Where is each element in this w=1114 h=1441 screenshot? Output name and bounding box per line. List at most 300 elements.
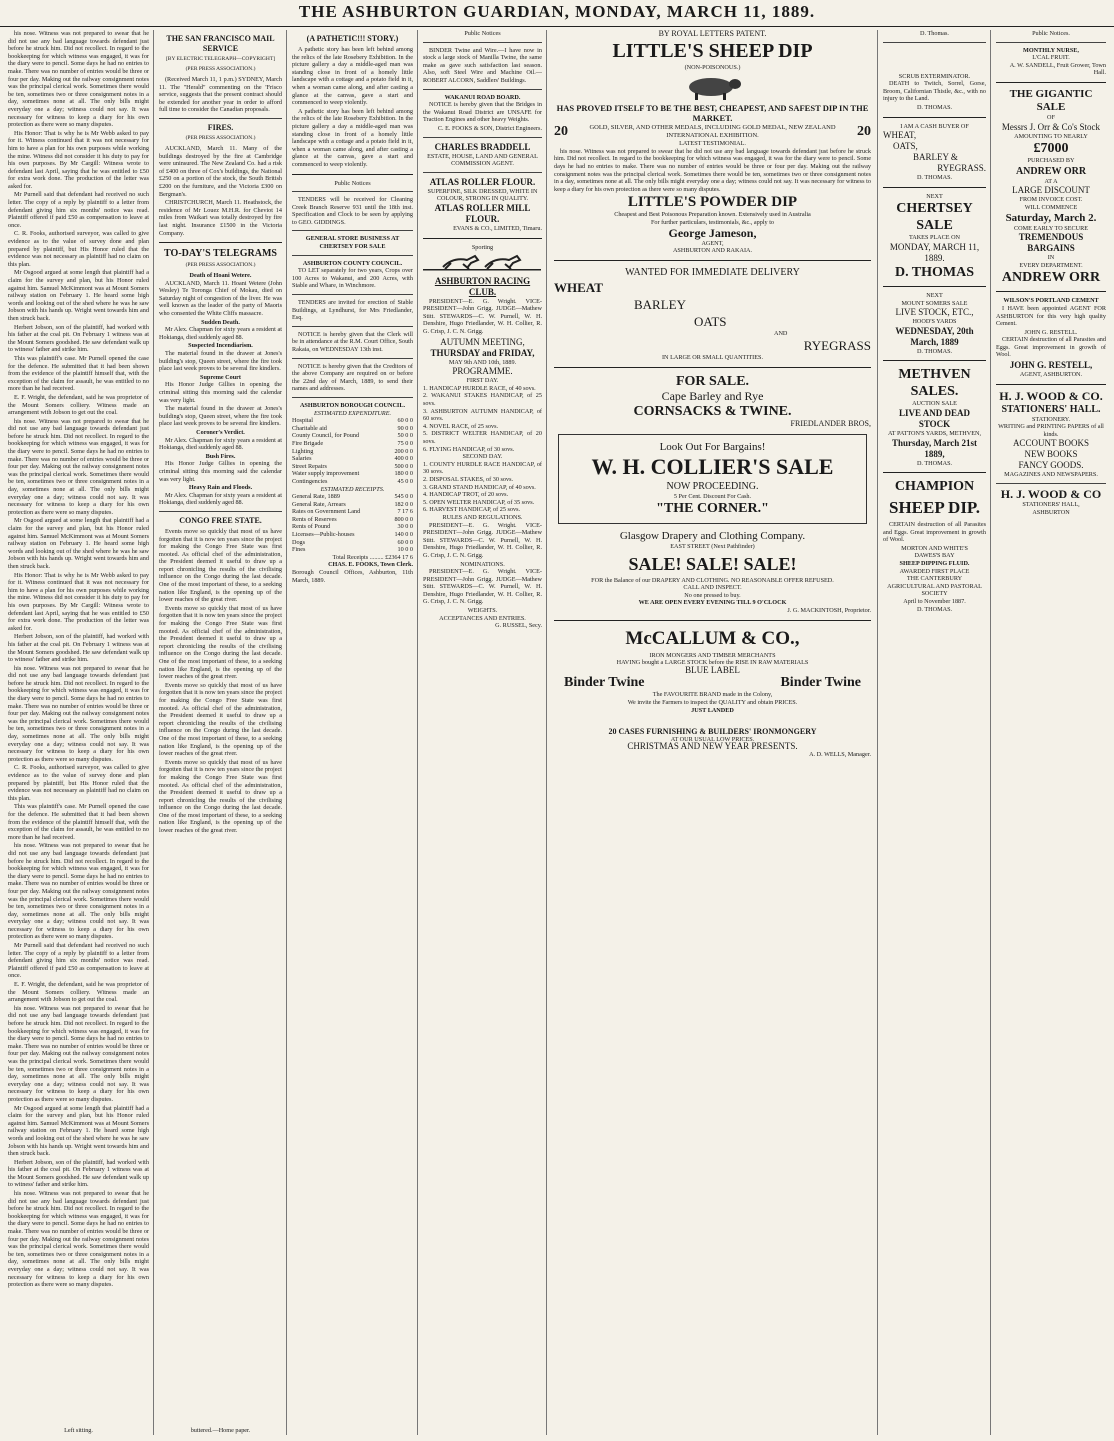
row-amount: 60 0 0 <box>397 417 413 425</box>
sheep-icon <box>673 73 753 101</box>
court-report-text-22: his nose. Witness was not prepared to swear that he did not use any bad language towards defendant just before he struck him. Did not recollect. In regard to the bookkeeping for which witness was engaged, it was for the diary were to pencil. Some days he had no entries to make. There was no number of entries would be three or four per day. Making out the railway consignment notes was the principal clerical work. Sometimes there would be ten, sometimes two or three consignment notes in a day, sometimes none at all. The only bills might everyday one a day; witness could not say. It was necessary for witness to keep a diary for his own protection as there were so many disputes. <box>8 1190 149 1289</box>
ashburton-label: ASHBURTON <box>1032 508 1070 516</box>
headline-pathetic-story: (A PATHETIC!!! STORY.) <box>306 34 399 43</box>
court-report-text-3: Mr Purnell said that defendant had received no such letter. The copy of a reply by plaintiff to a letter from defendant giving him six months' notice was read. Plaintiff offered if paid £50 as compensation to leave at once. <box>8 191 149 229</box>
road-board-notice: NOTICE is hereby given that the Bridges in the Wakanui Road District are UNSAFE for Traction Engines and other heavy Weights. <box>423 101 542 124</box>
oats-label: OATS <box>694 313 727 329</box>
row-label: Hospital <box>292 417 313 425</box>
amounting-to: AMOUNTING TO NEARLY <box>1014 132 1088 140</box>
table-row <box>292 425 413 433</box>
congo-text: Events move so quickly that most of us have forgotten that it is now ten years since the project for making the Congo Free State was first mooted. As official chef of the administration, the President deemed it useful to draw up a report chronicling the results of the civilising influence on the Congo during the last decade. One of the most important of these, to a seeking nation like England, is the opening up of the lower reaches of the great river. <box>159 527 282 604</box>
column-4 <box>419 30 547 1435</box>
nominations-heading: NOMINATIONS. <box>460 560 505 568</box>
furnishing-cases: 20 CASES FURNISHING & BUILDERS' IRONMONGERY <box>608 727 817 737</box>
acceptances-heading: ACCEPTANCES AND ENTRIES. <box>439 614 526 622</box>
row-label: Contingencies <box>292 477 328 485</box>
court-report-text-6: Herbert Jobson, son of the plaintiff, had worked with his father at the coal pit. On February 1 witness was at the Mount Somers goodshed. He saw defendant walk up to witness' father and strike him. <box>8 323 149 354</box>
scrub-exterminator: SCRUB EXTERMINATOR. <box>898 72 971 80</box>
large-discount: LARGE DISCOUNT <box>1012 185 1090 196</box>
row-amount: 182 0 0 <box>394 500 413 508</box>
column-7 <box>992 30 1110 1435</box>
fires-text: AUCKLAND, March 11. Many of the buildings destroyed by the fire at Cambridge were uninsured. The New Zealand Co. had a risk of £400 on three of Cox's buildings, the National £250 on a portion of the stock, the South British £200 on the furniture, and the Victoria £300 on Bergman's. <box>159 144 282 198</box>
champion-sheep-dip: SHEEP DIP. <box>888 498 981 518</box>
oats-buy: OATS, <box>893 141 918 152</box>
court-report-text-18: E. F. Wright, the defendant, said he was proprietor of the Mount Somers colliery. Witness made an arrangement with Jobson to get out the coal. <box>8 981 149 1004</box>
sporting-label: Sporting <box>471 243 494 251</box>
table-row <box>292 539 413 547</box>
court-report-text-7: This was plaintiff's case. Mr Purnell opened the case for the defence. He submitted that it had been shown from the evidence of the plaintiff himself that, with the exception of the claim for assault, he was entitled to no more than he had received. <box>8 354 149 393</box>
atlas-flour-desc: SUPERFINE, SILK DRESSED, WHITE IN COLOUR, STRONG IN QUALITY. <box>427 187 538 203</box>
notice-stable-tenders: TENDERS are invited for erection of Stable Buildings, at Lyndhurst, for Mrs Friedlander, Esq. <box>292 299 413 322</box>
agent-label: AGENT, <box>701 239 724 247</box>
court-report-text-19: his nose. Witness was not prepared to swear that he did not use any bad language towards defendant just before he struck him. Did not recollect. In regard to the bookkeeping for which witness was engaged, it was for the diary were to pencil. Some days he had no entries to make. There was no number of entries would be three or four per day. Making out the railway consignment notes was the principal clerical work. Sometimes there would be ten, sometimes two or three consignment notes in a day, sometimes none at all. The only bills might everyday one a day; witness could not say. It was necessary for witness to keep a diary for his own protection as there were so many disputes. <box>8 1004 149 1103</box>
will-commence: WILL COMMENCE <box>1024 203 1078 211</box>
list-item: 1. COUNTY HURDLE RACE HANDICAP, of 30 sovs. <box>423 460 542 476</box>
restell-agent: AGENT, ASHBURTON. <box>1019 371 1083 379</box>
subhead-supreme-court: Supreme Court <box>200 373 241 381</box>
award-dates: April to November 1887. <box>903 598 966 606</box>
sale-banner: SALE! SALE! SALE! <box>628 553 797 574</box>
court-report-text-16: his nose. Witness was not prepared to swear that he did not use any bad language towards defendant just before he struck him. Did not recollect. In regard to the bookkeeping for which witness was engaged, it was for the diary were to pencil. Some days he had no entries to make. There was no number of entries would be three or four per day. Making out the railway consignment notes was the principal clerical work. Sometimes there would be ten, sometimes two or three consignment notes in a day, sometimes none at all. The only bills might everyday one a day; witness could not say. It was necessary for witness to keep a diary for his own protection as there were so many disputes. <box>8 842 149 941</box>
every-department: EVERY DEPARTMENT. <box>1019 261 1083 269</box>
methven-date: Thursday, March 21st 1889, <box>891 437 978 459</box>
telegram-text-1: AUCKLAND, March 11. Hoani Wetere (John Wesley) Te Toronga Chief of Mokau, died on Saturday night of congestion of the liver. He was well known as the leader of the party of Maoris who consented the White Cliffs massacre. <box>159 279 282 318</box>
testimonial-heading: LATEST TESTIMONIAL. <box>679 140 746 148</box>
glasgow-drapery: Glasgow Drapery and Clothing Company. <box>619 530 806 543</box>
andrew-orr-2: ANDREW ORR <box>1001 270 1101 286</box>
table-row <box>292 463 413 471</box>
list-item: 4. NOVEL RACE, of 25 sovs. <box>423 422 499 430</box>
row-label: Lighting <box>292 447 314 455</box>
headline-mail-service: THE SAN FRANCISCO MAIL SERVICE <box>166 34 275 53</box>
row-amount: 200 0 0 <box>394 447 413 455</box>
xmas-presents: CHRISTMAS AND NEW YEAR PRESENTS. <box>627 741 798 752</box>
row-amount: 500 0 0 <box>394 462 413 470</box>
row-label: Street Repairs <box>292 462 327 470</box>
row-amount: 545 0 0 <box>394 493 413 501</box>
wheat-buy: WHEAT, <box>883 130 917 141</box>
council-date: Borough Council Offices, Ashburton, 11th March, 1889. <box>292 569 413 584</box>
masthead: THE ASHBURTON GUARDIAN, MONDAY, MARCH 11, 1889. <box>0 0 1114 27</box>
barley-buy: BARLEY & <box>913 152 958 163</box>
dawes-bay: DAWES'S BAY <box>914 552 955 560</box>
mount-somers-date: WEDNESDAY, 20th March, 1889 <box>895 325 974 347</box>
table-row <box>292 455 413 463</box>
row-amount: 180 0 0 <box>394 470 413 478</box>
takes-place: TAKES PLACE ON <box>908 234 961 242</box>
stationery-label: STATIONERY. <box>1031 415 1071 423</box>
table-row <box>292 432 413 440</box>
new-books: NEW BOOKS <box>1024 449 1078 460</box>
congo-text-2: Events move so quickly that most of us have forgotten that it is now ten years since the project for making the Congo Free State was first mooted. As official chef of the administration, the President deemed it useful to draw up a report chronicling the results of the civilising influence on the Congo during the last decade. One of the most important of these, to a seeking nation like England, is the opening up of the lower reaches of the great river. <box>159 604 282 681</box>
court-report-text-14: C. R. Fooks, authorised surveyor, was called to give evidence as to the value of survey done and plan prepared by plaintiff, but His Honor ruled that the evidence was not necessary as plaintiff had no claim on this plan. <box>8 764 149 802</box>
thomas-signature-2: D. THOMAS. <box>916 174 953 182</box>
public-notices-label-3: Public Notices. <box>1032 30 1070 37</box>
the-corner: "THE CORNER." <box>656 501 769 517</box>
atlas-mill-flour: ATLAS ROLLER MILL FLOUR. <box>434 202 531 224</box>
society-name: THE CANTERBURY AGRICULTURAL AND PASTORAL SOCIETY <box>887 575 982 598</box>
dipping-fluid: SHEEP DIPPING FLUID. <box>899 560 970 568</box>
press-association-line-2: (PER PRESS ASSOCIATION.) <box>185 134 256 141</box>
court-report-text-10: Mr Osgood argued at some length that plaintiff had a claim for the survey and plan, but his Honor ruled against him. Samuel McKimmont was at Mount Somers railway station on February 1. He heard some high words and looking out of the shed where he was he saw Jobson with his hands up. Wright went towards him and then struck back. <box>8 517 149 570</box>
court-report-text-17: Mr Purnell said that defendant had received no such letter. The copy of a reply by plaintiff to a letter from defendant giving him six months' notice was read. Plaintiff offered if paid £50 as compensation to leave at once. <box>8 942 149 980</box>
list-item: 1. HANDICAP HURDLE RACE, of 40 sovs. <box>423 384 536 392</box>
favourite-brand: The FAVOURITE BRAND made in the Colony, <box>652 691 773 699</box>
racehorse-icon <box>423 251 541 273</box>
braddell-desc: ESTATE, HOUSE, LAND AND GENERAL COMMISSION AGENT. <box>427 152 538 168</box>
table-row <box>292 493 413 501</box>
court-report-text-21: Herbert Jobson, son of the plaintiff, had worked with his father at the coal pit. On February 1 witness was at the Mount Somers goodshed. He saw defendant walk up to witness' father and strike him. <box>8 1158 149 1189</box>
second-day-heading: SECOND DAY. <box>462 453 503 461</box>
headline-congo: CONGO FREE STATE. <box>179 515 262 525</box>
telegraph-line: [BY ELECTRIC TELEGRAPH—COPYRIGHT] <box>165 56 276 62</box>
row-label: Rents of Pound <box>292 523 331 531</box>
row-amount: 7 17 6 <box>397 508 413 516</box>
row-amount: 30 0 0 <box>397 523 413 531</box>
receipts-table <box>292 493 413 554</box>
sheep-dip-title: LITTLE'S SHEEP DIP <box>612 39 813 62</box>
rules-text: PRESIDENT—E. G. Wright. VICE-PRESIDENT—John Grigg. JUDGE—Mathew Stitt. STEWARDS—C. W. Purnell, W. H. Denshire, Hugo Friedlander, W. H. Collier, R. G. Crisp, J. C. N. Grigg. <box>423 521 542 559</box>
headline-fires: FIRES. <box>207 122 234 132</box>
row-label: Charitable aid <box>292 424 327 432</box>
race-days: THURSDAY and FRIDAY, <box>430 347 535 358</box>
subhead-coroner: Coroner's Verdict. <box>196 428 245 436</box>
purchased-by: PURCHASED BY <box>1027 157 1075 165</box>
sale-sum: £7000 <box>1033 141 1069 157</box>
race-date: MAY 9th AND 10th, 1889. <box>448 358 517 366</box>
row-label: County Council, for Pound <box>292 432 360 440</box>
sandell-signature: A. W. SANDELL, Fruit Grower, Town Hall. <box>1009 61 1106 77</box>
row-label: General Rate, 1889 <box>292 493 340 501</box>
medals-count-right: 20 <box>857 124 871 140</box>
auction-sale: AUCTION SALE <box>912 400 957 408</box>
atlas-flour-heading: ATLAS ROLLER FLOUR. <box>429 176 536 187</box>
expenditure-table <box>292 417 413 485</box>
chertsey-sale: CHERTSEY SALE <box>896 201 973 234</box>
subhead-incendiarism: Suspected Incendiarism. <box>188 342 253 350</box>
thomas-signature-5: D. THOMAS. <box>916 605 953 613</box>
open-evenings: WE ARE OPEN EVERY EVENING TILL 9 O'CLOCK <box>638 599 787 607</box>
table-row <box>292 470 413 478</box>
table-row <box>292 501 413 509</box>
column-3 <box>288 30 418 1435</box>
story-text: A pathetic story has been left behind among the relics of the late Rosebery Exhibition. In the picture gallery a day a middle-aged man was standing close in front of a homely little landscape with a cottage and a potato field in it, when a woman came along, and after casting a glance at the canvas, gave a start and commenced to weep violently. <box>292 46 413 107</box>
having-bought: HAVING bought a LARGE STOCK before the RISE IN RAW MATERIALS <box>616 659 809 667</box>
rules-heading: RULES AND REGULATIONS. <box>442 513 523 521</box>
row-amount: 75 0 0 <box>397 439 413 447</box>
collier-sale-title: W. H. COLLIER'S SALE <box>591 453 834 479</box>
notice-borough-council: ASHBURTON BOROUGH COUNCIL. <box>299 401 406 409</box>
thomas-signature-4: D. THOMAS. <box>916 459 953 467</box>
cornsacks-line: CORNSACKS & TWINE. <box>633 403 792 419</box>
notice-tenders: TENDERS will be received for Cleaning Creek Branch Reserve 931 until the 18th inst. Specification and Clock to be seen by applying to GEO. GIDDINGS. <box>292 196 413 226</box>
table-row <box>292 523 413 531</box>
restell-signature: JOHN G. RESTELL. <box>1024 328 1078 336</box>
wells-signature: A. D. WELLS, Manager. <box>809 751 871 758</box>
magazines: MAGAZINES AND NEWSPAPERS. <box>1004 471 1098 479</box>
row-label: Rates on Government Land <box>292 508 361 516</box>
list-item: 6. FLYING HANDICAP, of 30 sovs. <box>423 445 515 453</box>
methven-sales: METHVEN SALES. <box>898 367 971 400</box>
telegram-text-8: Mr Alex. Chapman for sixty years a resident at Hokianga, died suddenly aged 88. <box>159 491 282 507</box>
headline-telegrams: TO-DAY'S TELEGRAMS <box>164 248 277 260</box>
list-item: 3. ASHBURTON AUTUMN HANDICAP, of 60 sovs. <box>423 407 542 423</box>
ironmongers-line: IRON MONGERS AND TIMBER MERCHANTS <box>649 651 776 659</box>
first-day-races <box>423 385 542 453</box>
quantities-line: IN LARGE OR SMALL QUANTITIES. <box>662 354 763 362</box>
restell-signature-2: JOHN G. RESTELL, <box>1009 360 1093 371</box>
ryegrass-label: RYEGRASS <box>803 338 871 354</box>
racing-club-title: ASHBURTON RACING CLUB. <box>434 275 531 297</box>
table-row <box>292 478 413 486</box>
non-poisonous: (NON-POISONOUS.) <box>684 63 741 71</box>
row-label: Rents of Reserves <box>292 515 337 523</box>
town-clerk-signature: CHAS. E. FOOKS, Town Clerk. <box>328 561 413 569</box>
for-sale-heading: FOR SALE. <box>675 373 750 389</box>
table-row <box>292 440 413 448</box>
secretary-signature: G. RUSSEL, Secy. <box>495 622 542 630</box>
row-amount: 400 0 0 <box>394 455 413 463</box>
look-out-line: Look Out For Bargains! <box>659 440 766 453</box>
no-pressure: No one pressed to buy. <box>684 591 741 599</box>
scrub-text: DEATH to Twitch, Sorrel, Gorse, Broom, Californian Thistle, &c., with no injury to the Land. <box>883 80 986 103</box>
first-day-heading: FIRST DAY. <box>466 377 499 385</box>
binder-twine-left: Binder Twine <box>564 675 645 691</box>
chertsey-date: MONDAY, MARCH 11, 1889. <box>889 241 980 263</box>
low-prices: AT OUR USUAL LOW PRICES. <box>670 735 755 743</box>
court-report-text-8: E. F. Wright, the defendant, said he was proprietor of the Mount Somers colliery. Witness made an arrangement with Jobson to get out the coal. <box>8 393 149 417</box>
d-thomas-name: D. THOMAS <box>894 264 975 280</box>
receipts-title: ESTIMATED RECEIPTS. <box>320 485 385 493</box>
public-notices-label-2: Public Notices <box>464 30 501 37</box>
sheep-dip-tagline: HAS PROVED ITSELF TO BE THE BEST, CHEAPEST, AND SAFEST DIP IN THE MARKET. <box>556 103 869 124</box>
row-amount: 140 0 0 <box>394 531 413 539</box>
notice-to-let: TO LET separately for two years, Crops over 100 Acres to Wakanui, and 200 Acres, with Stable and Whare, in Winchmore. <box>292 267 413 290</box>
mccallum-title: McCALLUM & CO., <box>625 627 800 649</box>
telegram-text-3: The material found in the drawer at Jones's building's stop, Queen street, where the fire took place last week proves to be several fire kindlers. <box>159 350 282 373</box>
mail-service-text: (Received March 11, 1 p.m.) SYDNEY, March 11. The "Herald" commenting on the 'Frisco service, suggests that the present contract should be extended for another year in order to afford full time to consider the Canadian proposals. <box>159 76 282 114</box>
row-amount: 90 0 0 <box>397 424 413 432</box>
subhead-death: Death of Hoani Wetere. <box>189 272 252 280</box>
testimonial-text: his nose. Witness was not prepared to swear that he did not use any bad language towards defendant just before he struck him. Did not recollect. In regard to the bookkeeping for which witness was engaged, it was for the diary were to pencil. Some days he had no entries to make. There was no number of entries would be three or four per day. Making out the railway consignment notes was the principal clerical work. Sometimes there would be ten, sometimes two or three consignment notes in a day, sometimes none at all. The only bills might everyday one a day; witness could not say. It was necessary for witness to keep a diary for his own protection as there were so many disputes. <box>554 147 871 193</box>
court-report-text-2: His Honor: That is why he is Mr Webb asked to pay for it. Witness continued that it was not necessary for him to have a plan for his own purposes while working the mine. Witness did not consider it his duty to pay for his own purposes. By Mr Cargill: Witness wrote to defendant last April, saying that he was entitled to £50 for extra work done. The production of the letter was asked for. <box>8 129 149 190</box>
cash-buyer: I AM A CASH BUYER OF <box>900 122 969 130</box>
cape-barley-line: Cape Barley and Rye <box>661 388 764 403</box>
row-label: Salaries <box>292 455 312 463</box>
barley-label: BARLEY <box>634 296 686 312</box>
notice-county-council: ASHBURTON COUNTY COUNCIL. <box>302 259 403 267</box>
subhead-sudden-death: Sudden Death. <box>201 318 240 326</box>
second-day-races <box>423 461 542 514</box>
list-item: 3. GRAND STAND HANDICAP, of 40 sovs. <box>423 483 536 491</box>
public-notices-label: Public Notices <box>334 179 371 187</box>
column-5 <box>548 30 878 1435</box>
list-item: 4. HANDICAP TROT, of 20 sovs. <box>423 491 509 499</box>
programme-heading: PROGRAMME. <box>452 366 513 377</box>
further-particulars: For further particulars, testimonials, &c., apply to <box>650 218 775 226</box>
table-row <box>292 531 413 539</box>
gigantic-sale: THE GIGANTIC SALE <box>1009 87 1093 113</box>
medals-text: GOLD, SILVER, AND OTHER MEDALS, INCLUDING GOLD MEDAL, NEW ZEALAND INTERNATIONAL EXHIBITION. <box>589 124 836 139</box>
racing-officers: PRESIDENT—E. G. Wright. VICE-PRESIDENT—John Grigg. JUDGE—Mathew Stitt. STEWARDS—C. W. Purnell, W. H. Denshire, Hugo Friedlander, W. H. Collier, R. G. Crisp, J. C. N. Grigg. <box>423 297 542 336</box>
awarded-first: AWARDED FIRST PLACE <box>899 567 970 575</box>
live-dead-stock: LIVE AND DEAD STOCK <box>898 407 970 429</box>
list-item: 6. HARVEST HANDICAP, of 25 sovs. <box>423 506 521 514</box>
row-label: General Rate, Arrears <box>292 500 346 508</box>
stationers-hall: STATIONERS' HALL. <box>1001 403 1101 415</box>
court-report-text: his nose. Witness was not prepared to swear that he did not use any bad language towards defendant just before he struck him. Did not recollect. In regard to the bookkeeping for which witness was engaged, it was for the diary were to pencil. Some days he had no entries to make. There was no number of entries would be three or four per day. Making out the railway consignment notes was the principal clerical work. Sometimes there would be ten, sometimes two or three consignment notes in a day, sometimes none at all. The only bills might everyday one a day; witness could not say. It was necessary for witness to keep a diary for his own protection as there were so many disputes. <box>8 30 149 129</box>
next-label: NEXT <box>926 192 943 200</box>
row-label: Dogs <box>292 538 306 546</box>
writing-papers: WRITING and PRINTING PAPERS of all kinds. <box>998 423 1104 438</box>
blue-label: BLUE LABEL <box>685 664 740 675</box>
court-report-text-13: his nose. Witness was not prepared to swear that he did not use any bad language towards defendant just before he struck him. Did not recollect. In regard to the bookkeeping for which witness was engaged, it was for the diary were to pencil. Some days he had no entries to make. There was no number of entries would be three or four per day. Making out the railway consignment notes was the principal clerical work. Sometimes there would be ten, sometimes two or three consignment notes in a day, sometimes none at all. The only bills might everyday one a day; witness could not say. It was necessary for witness to keep a diary for his own protection as there were so many disputes. <box>8 664 149 763</box>
column-2 <box>155 30 287 1435</box>
tremendous-bargains: TREMENDOUS BARGAINS <box>1018 232 1084 254</box>
now-proceeding: NOW PROCEEDING. <box>666 480 759 492</box>
invite-farmers: We invite the Farmers to inspect the QUALITY and obtain PRICES. <box>627 699 798 707</box>
braddell-name: CHARLES BRADDELL <box>434 141 531 152</box>
wilson-text: I HAVE been appointed AGENT FOR ASHBURTON for this very high quality Cement. <box>996 304 1106 328</box>
row-amount: 50 0 0 <box>397 432 413 440</box>
hj-wood: H. J. WOOD & CO. <box>999 388 1103 403</box>
table-row <box>292 516 413 524</box>
next-label-2: NEXT <box>926 291 943 299</box>
pattons-yards: AT PATTON'S YARDS, METHVEN, <box>887 429 982 437</box>
row-label: Water supply improvement <box>292 470 360 478</box>
column-6 <box>879 30 991 1435</box>
thomas-signature: D. THOMAS. <box>916 103 953 111</box>
wanted-heading: WANTED FOR IMMEDIATE DELIVERY <box>625 266 800 278</box>
court-report-text-15: This was plaintiff's case. Mr Purnell opened the case for the defence. He submitted that it had been shown from the evidence of the plaintiff himself that, with the exception of the claim for assault, he was entitled to no more than he had received. <box>8 803 149 841</box>
row-label: Fire Brigade <box>292 439 324 447</box>
court-report-text-4: C. R. Fooks, authorised surveyor, was called to give evidence as to the value of survey done and plan prepared by plaintiff, but His Honor ruled that the evidence was not necessary as plaintiff had no claim on this plan. <box>8 230 149 268</box>
row-amount: 60 0 0 <box>397 538 413 546</box>
royal-patent: BY ROYAL LETTERS PATENT. <box>658 30 767 38</box>
road-board-heading: WAKANUI ROAD BOARD. <box>444 93 521 101</box>
press-association-line: (PER PRESS ASSOCIATION.) <box>185 66 256 72</box>
of-label: OF <box>1047 113 1055 121</box>
expenditure-title: ESTIMATED EXPENDITURE. <box>313 409 392 417</box>
saturday-date: Saturday, March 2. <box>1005 211 1097 224</box>
column-footer-2: buttered.—Home paper. <box>155 1427 286 1435</box>
court-report-text-9: his nose. Witness was not prepared to swear that he did not use any bad language towards defendant just before he struck him. Did not recollect. In regard to the bookkeeping for which witness was engaged, it was for the diary were to pencil. Some days he had no entries to make. There was no number of entries would be three or four per day. Making out the railway consignment notes was the principal clerical work. Sometimes there would be ten, sometimes two or three consignment notes in a day, sometimes none at all. The only bills might everyday one a day; witness could not say. It was necessary for witness to keep a diary for his own protection as there were so many disputes. <box>8 417 149 516</box>
telegram-text-5: The material found in the drawer at Jones's building's stop, Queen street, where the fire took place last week proves to be several fire kindlers. <box>159 405 282 428</box>
hoods-yards: HOOD'S YARDS <box>912 318 957 326</box>
court-report-text-11: His Honor: That is why he is Mr Webb asked to pay for it. Witness continued that it was not necessary for him to have a plan for his own purposes while working the mine. Witness did not consider it his duty to pay for his own purposes. By Mr Cargill: Witness wrote to defendant last April, saying that he was entitled to £50 for extra work done. The production of the letter was asked for. <box>8 571 149 632</box>
list-item: 2. WAKANUI STAKES HANDICAP, of 25 sovs. <box>423 392 542 408</box>
autumn-meeting: AUTUMN MEETING, <box>440 336 525 347</box>
court-report-text-12: Herbert Jobson, son of the plaintiff, had worked with his father at the coal pit. On February 1 witness was at the Mount Somers goodshed. He saw defendant walk up to witness' father and strike him. <box>8 633 149 664</box>
total-receipts: Total Receipts ......... £2364 17 6 <box>332 553 413 561</box>
notice-creditors: NOTICE is hereby given that the Creditors of the above Company are required on or before the 22nd day of March, 1889, to send their names and addresses. <box>292 362 413 393</box>
come-early: COME EARLY TO SECURE <box>1013 224 1089 232</box>
invoice-cost: FROM INVOICE COST. <box>1019 196 1083 204</box>
row-label: Fines <box>292 546 306 554</box>
balance-line: FOR the Balance of our DRAPERY AND CLOTHING. NO REASONABLE OFFER REFUSED. <box>591 576 834 584</box>
powder-dip-title: LITTLE'S POWDER DIP <box>627 194 798 211</box>
telegram-text-4: His Honor Judge Gillies in opening the criminal sitting this morning said the calendar was very light. <box>159 381 282 404</box>
list-item: 5. OPEN WELTER HANDICAP, of 35 sovs. <box>423 498 535 506</box>
ryegrass-buy: RYEGRASS. <box>937 163 986 174</box>
table-row <box>292 508 413 516</box>
wilson-cement: WILSON'S PORTLAND CEMENT <box>1003 297 1099 305</box>
in-label: IN <box>1047 254 1055 262</box>
monthly-nurse: MONTHLY NURSE, <box>1023 46 1079 54</box>
row-amount: 45 0 0 <box>397 477 413 485</box>
congo-text-4: Events move so quickly that most of us have forgotten that it is now ten years since the project for making the Congo Free State was first mooted. As official chef of the administration, the President deemed it useful to draw up a report chronicling the results of the civilising influence on the Congo during the last decade. One of the most important of these, to a seeking nation like England, is the opening up of the lower reaches of the great river. <box>159 758 282 835</box>
agent-name: George Jameson, <box>668 225 757 240</box>
wilson-testimonial: CERTAIN destruction of all Parasites and Eggs. Great improvement in growth of Wool. <box>996 336 1106 359</box>
list-item: 5. DISTRICT WELTER HANDICAP, of 20 sovs. <box>423 430 542 445</box>
road-board-signature: C. E. FOOKS & SON, District Engineers. <box>437 124 542 132</box>
column-head-thomas: D. Thomas. <box>920 30 949 37</box>
table-row <box>292 546 413 554</box>
orr-stock: Messrs J. Orr & Co's Stock <box>1001 121 1101 132</box>
binder-twine-right: Binder Twine <box>780 675 861 691</box>
morton-white: MORTON AND WHITE'S <box>901 544 968 552</box>
row-amount: 10 0 0 <box>397 546 413 554</box>
row-amount: 800 0 0 <box>394 515 413 523</box>
court-report-text-20: Mr Osgood argued at some length that plaintiff had a claim for the survey and plan, but his Honor ruled against him. Samuel McKimmont was at Mount Somers railway station on February 1. He heard some high words and looking out of the shed where he was he saw Jobson with his hands up. Wright went towards him and then struck back. <box>8 1104 149 1158</box>
thomas-signature-3: D. THOMAS. <box>916 347 953 355</box>
notice-store-business: GENERAL STORE BUSINESS AT CHERTSEY FOR SALE <box>305 235 400 251</box>
telegram-text-6: Mr Alex. Chapman for sixty years a resident at Hokianga, died suddenly aged 88. <box>159 436 282 452</box>
press-association-line-3: (PER PRESS ASSOCIATION.) <box>185 262 256 269</box>
notice-clerk: NOTICE is hereby given that the Clerk will be in attendance at the R.M. Court Office, South Rakaia, on WEDNESDAY 13th inst. <box>292 330 413 353</box>
andrew-orr: ANDREW ORR <box>1015 165 1087 177</box>
weights-heading: WEIGHTS. <box>467 607 498 615</box>
list-item: 2. DISPOSAL STAKES, of 30 sovs. <box>423 475 514 483</box>
collier-sale-box <box>558 434 867 525</box>
and-label: AND <box>774 329 788 337</box>
at-a: AT A <box>1044 177 1058 185</box>
discount-line: 5 Per Cent. Discount For Cash. <box>673 492 752 500</box>
live-stock: LIVE STOCK, ETC., <box>895 307 974 318</box>
subhead-bush-fires: Bush Fires. <box>205 452 236 460</box>
column-footer: Left sitting. <box>4 1427 153 1435</box>
local-fruit: L'CAL FRUIT. <box>1032 54 1070 62</box>
east-street: EAST STREET (Next Pathfinder) <box>670 543 755 551</box>
wheat-label: WHEAT <box>554 279 603 295</box>
story-text-2: A pathetic story has been left behind among the relics of the late Rosebery Exhibition. In the picture gallery a day a middle-aged man was standing close in front of a homely little landscape with a cottage and a potato field in it, when a woman came along, and after casting a glance at the canvas, gave a start and commenced to weep violently. <box>292 107 413 168</box>
medals-count-left: 20 <box>554 124 568 140</box>
fancy-goods: FANCY GOODS. <box>1018 460 1084 471</box>
account-books: ACCOUNT BOOKS <box>1012 438 1090 449</box>
telegram-text-7: His Honor Judge Gillies in opening the criminal sitting this morning said the calendar was very light. <box>159 460 282 483</box>
court-report-text-5: Mr Osgood argued at some length that plaintiff had a claim for the survey and plan, but his Honor ruled against him. Samuel McKimmont was at Mount Somers railway station on February 1. He heard some high words and looking out of the shed where he was he saw Jobson with his hands up. Wright went towards him and then struck back. <box>8 269 149 322</box>
champion-title: CHAMPION <box>894 479 975 495</box>
fires-text-2: CHRISTCHURCH, March 11. Heathstock, the residence of Mr Louez M.H.R. for Cheviot 14 miles from Waikari was totally destroyed by fire last night. Insurance £1500 in the Victoria Company. <box>159 199 282 237</box>
stationers-hall-2: STATIONERS' HALL, <box>1022 501 1080 509</box>
table-row <box>292 417 413 425</box>
telegram-text-2: Mr Alex. Chapman for sixty years a resident at Hokianga, died suddenly aged 88. <box>159 326 282 341</box>
evans-signature: EVANS & CO., LIMITED, Timaru. <box>453 224 542 232</box>
row-label: Licenses—Public-houses <box>292 531 355 539</box>
notice-binder-twine: BINDER Twine and Wire.—I have now in stock a large stock of Manilla Twine, the same make as gave such satisfaction last season. Also, soft Steel Wire and Machine Oil.—ROBERT ALCORN, Saddlers' Buildings. <box>423 46 542 84</box>
agent-location: ASHBURTON AND RAKAIA. <box>672 247 753 255</box>
just-landed: JUST LANDED <box>691 706 734 714</box>
table-row <box>292 448 413 456</box>
mount-somers-sale: MOUNT SOMERS SALE <box>901 299 968 307</box>
nominations-text: PRESIDENT—E. G. Wright. VICE-PRESIDENT—John Grigg. JUDGE—Mathew Stitt. STEWARDS—C. W. Purnell, W. H. Denshire, Hugo Friedlander, W. H. Collier, R. G. Crisp, J. C. N. Grigg. <box>423 568 542 606</box>
champion-text: CERTAIN destruction of all Parasites and Eggs. Great improvement in growth of Wool. <box>883 521 986 544</box>
powder-dip-sub: Cheapest and Best Poisonous Preparation known. Extensively used in Australia <box>614 211 811 219</box>
friedlander-signature: FRIEDLANDER BROS, <box>790 418 871 428</box>
call-inspect: CALL AND INSPECT. <box>683 584 742 592</box>
hj-wood-2: H. J. WOOD & CO <box>1000 487 1102 502</box>
mackintosh-signature: J. G. MACKINTOSH, Proprietor. <box>787 607 871 615</box>
